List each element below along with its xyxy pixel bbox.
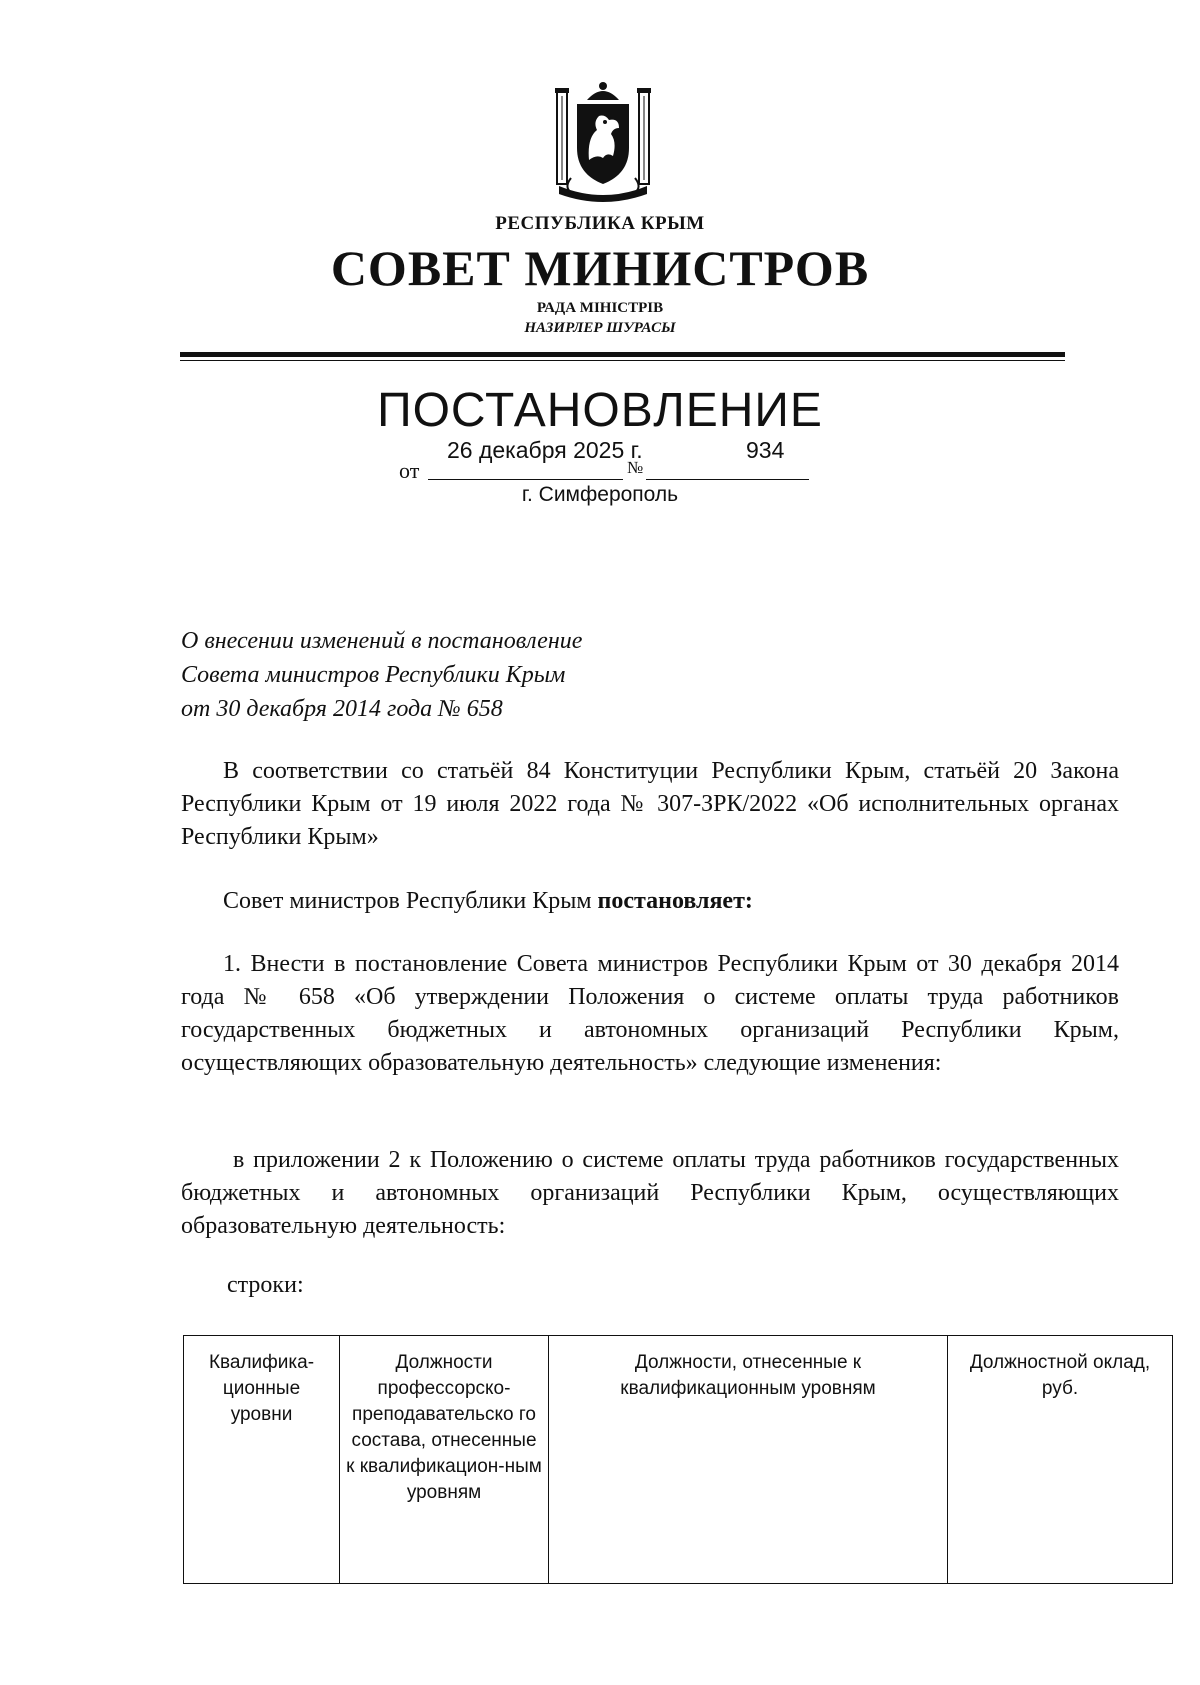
council-name: СОВЕТ МИНИСТРОВ [330,240,870,296]
date-from-label: от [399,458,420,483]
decree-city: г. Симферополь [521,483,679,506]
republic-name: РЕСПУБЛИКА КРЫМ [495,213,705,234]
header-rule-thin [180,360,1065,361]
salary-table [183,1335,1173,1584]
resolution-keyword: постановляет: [597,888,753,914]
resolution-lead: Совет министров Республики Крым [223,888,598,914]
decree-date: 26 декабря 2025 г. [447,437,643,463]
date-underline [428,479,623,480]
subject-line: Совета министров Республики Крым [181,662,566,688]
table-header-cell: Должностной оклад, руб. [948,1336,1173,1584]
document-type-title: ПОСТАНОВЛЕНИЕ [377,384,823,437]
table-header-cell: Должности, отнесенные к квалификационным уровням [549,1336,948,1584]
appendix-paragraph: в приложении 2 к Положению о системе оплаты труда работников государственных бюджетных и автономных организаций Республики Крым, осуществляющих образовательную деятельность: [181,1147,1119,1239]
number-label: № [627,458,644,477]
decree-subject [181,624,582,726]
subject-line: от 30 декабря 2014 года № 658 [181,696,503,722]
number-underline [646,479,809,480]
council-name-crimean-tatar: НАЗИРЛЕР ШУРАСЫ [524,320,676,336]
table-header-cell: Должности профессорско-преподавательско го состава, отнесенные к квалификацион-ным уровням [340,1336,549,1584]
subject-line: О внесении изменений в постановление [181,628,583,654]
coat-of-arms-emblem [553,78,653,204]
council-name-ukrainian: РАДА МІНІСТРІВ [536,300,664,316]
table-header-cell: Квалифика-ционные уровни [184,1336,340,1584]
header-rule-thick [180,352,1065,357]
resolution-paragraph [181,885,1119,918]
legal-basis-paragraph: В соответствии со статьёй 84 Конституции Республики Крым, статьёй 20 Закона Республики Крым от 19 июля 2022 года № 307-ЗРК/2022 «Об исполнительных органах Республики Крым» [181,758,1119,850]
rows-label: строки: [227,1272,304,1298]
table-header-row [184,1336,1173,1584]
item-1-paragraph: 1. Внести в постановление Совета министров Республики Крым от 30 декабря 2014 года № 658 «Об утверждении Положения о системе оплаты труда работников государственных бюджетных и автономных организаций Республики Крым, осуществляющих образовательную деятельность» следующие изменения: [181,951,1119,1076]
decree-number: 934 [746,437,785,463]
